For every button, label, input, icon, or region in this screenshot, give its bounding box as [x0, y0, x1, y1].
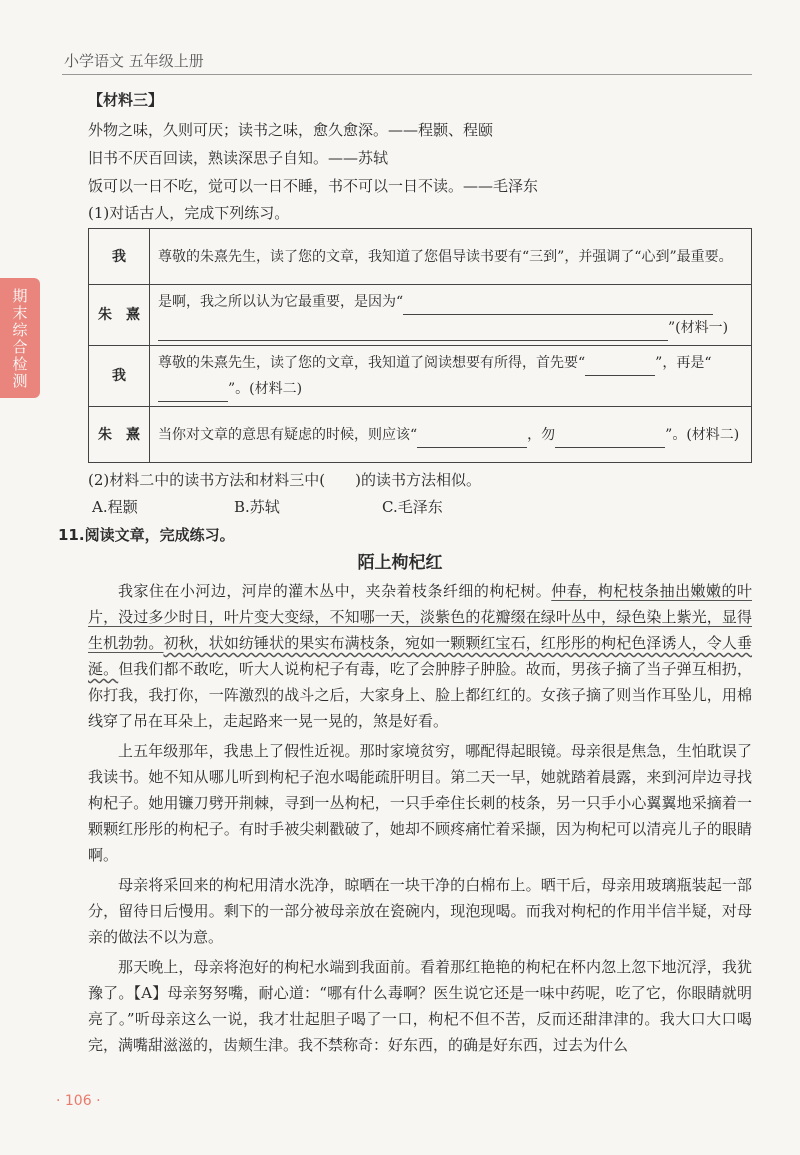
table-row: [89, 229, 752, 285]
side-tab-char: 末: [12, 304, 28, 322]
sentence: 但我们都不敢吃，听大人说枸杞子有毒，吃了会肿脖子肿脸。故而，男孩子摘了当子弹互相扔，你打我，我打你，一阵激烈的战斗之后，大家身上、脸上都红红的。女孩子摘了则当作耳坠儿，用棉线穿了吊在耳朵上，走起路来一晃一晃的，煞是好看。: [88, 660, 752, 730]
question-1: (1)对话古人，完成下列练习。: [88, 204, 290, 222]
speaker-cell: 朱 熹: [89, 407, 150, 463]
dialogue-text: ”。(材料二): [228, 381, 303, 397]
dialogue-text: ”。(材料二): [665, 426, 740, 443]
answer-blank[interactable]: [417, 429, 527, 448]
table-row: [89, 346, 752, 407]
dialogue-cell: [150, 346, 752, 407]
dialogue-text: ”，再是“: [655, 355, 712, 371]
answer-blank[interactable]: [555, 429, 665, 448]
side-tab-char: 测: [12, 372, 28, 390]
dialogue-cell: [150, 285, 752, 346]
material3-line: 饭可以一日不吃，觉可以一日不睡，书不可以一日不读。——毛泽东: [88, 177, 539, 195]
dialogue-text: 当你对文章的意思有疑虑的时候，则应该“: [158, 426, 418, 443]
material3-heading: 【材料三】: [88, 91, 164, 109]
underlined-sentence: 仲春，枸杞枝条抽出嫩嫩的叶片，没过多少时日，叶片变大变绿，不知哪一天，淡紫色的花瓣缀在绿叶丛中，绿色染上紫光，显得生机勃勃。: [88, 582, 752, 652]
sentence: 我家住在小河边，河岸的灌木丛中，夹杂着枝条纤细的枸杞树。: [118, 582, 552, 600]
speaker-cell: 朱 熹: [89, 285, 150, 346]
material3-line: 外物之味，久则可厌；读书之味，愈久愈深。——程颢、程颐: [88, 121, 494, 139]
wavy-underlined-sentence: 初秋，状如纺锤状的果实布满枝条，宛如一颗颗红宝石，红彤彤的枸杞色泽诱人，令人垂涎。: [88, 634, 752, 678]
table-row: [89, 285, 752, 346]
option-b[interactable]: B.苏轼: [234, 498, 280, 516]
side-tab-char: 综: [12, 321, 28, 339]
page-number: · 106 ·: [56, 1093, 101, 1109]
speaker-cell: 我: [89, 346, 150, 407]
article-body: [88, 578, 752, 1058]
dialogue-text: 是啊，我之所以认为它最重要，是因为“: [158, 294, 404, 310]
paragraph-4: 那天晚上，母亲将泡好的枸杞水端到我面前。看着那红艳艳的枸杞在杯内忽上忽下地沉浮，我犹豫了。【A】母亲努努嘴，耐心道：“哪有什么毒啊？医生说它还是一味中药呢，吃了它，你眼睛就明亮了。”听母亲这么一说，我才壮起胆子喝了一口，枸杞不但不苦，反而还甜津津的。我大口大口喝完，满嘴甜滋滋的，齿颊生津。我不禁称奇：好东西，的确是好东西，过去为什么: [88, 958, 752, 1054]
question-2: (2)材料二中的读书方法和材料三中( )的读书方法相似。: [88, 471, 481, 489]
answer-blank[interactable]: [585, 357, 655, 376]
material3-line: 旧书不厌百回读，熟读深思子自知。——苏轼: [88, 149, 389, 167]
side-tab-char: 期: [12, 287, 28, 305]
dialogue-cell: [150, 407, 752, 463]
speaker-cell: 我: [89, 229, 150, 285]
dialogue-table: [88, 228, 752, 463]
option-a[interactable]: A.程颢: [92, 498, 138, 516]
paragraph-2: 上五年级那年，我患上了假性近视。那时家境贫穷，哪配得起眼镜。母亲很是焦急，生怕耽误了我读书。她不知从哪儿听到枸杞子泡水喝能疏肝明目。第二天一早，她就踏着晨露，来到河岸边寻找枸杞子。她用镰刀劈开荆棘，寻到一丛枸杞，一只手牵住长刺的枝条，另一只手小心翼翼地采摘着一颗颗红彤彤的枸杞子。有时手被尖刺戳破了，她却不顾疼痛忙着采撷，因为枸杞可以清亮儿子的眼睛啊。: [88, 742, 752, 864]
paragraph-1: [88, 578, 752, 734]
dialogue-cell: [150, 229, 752, 285]
section-side-tab: [0, 278, 40, 398]
paragraph-3: 母亲将采回来的枸杞用清水洗净，晾晒在一块干净的白棉布上。晒干后，母亲用玻璃瓶装起一部分，留待日后慢用。剩下的一部分被母亲放在瓷碗内，现泡现喝。而我对枸杞的作用半信半疑，对母亲的做法不以为意。: [88, 876, 752, 946]
header-divider: [62, 74, 752, 75]
table-row: [89, 407, 752, 463]
side-tab-char: 合: [12, 338, 28, 356]
article-title: 陌上枸杞红: [357, 553, 443, 573]
dialogue-text: ”(材料一): [668, 320, 729, 336]
answer-blank[interactable]: [403, 296, 713, 315]
dialogue-text: 尊敬的朱熹先生，读了您的文章，我知道了阅读想要有所得，首先要“: [158, 355, 586, 371]
dialogue-text: 尊敬的朱熹先生，读了您的文章，我知道了您倡导读书要有“三到”，并强调了“心到”最重要。: [158, 248, 733, 265]
answer-blank[interactable]: [158, 383, 228, 402]
side-tab-char: 检: [12, 355, 28, 373]
question-11: 11.阅读文章，完成练习。: [58, 526, 235, 544]
dialogue-text: ，勿: [527, 426, 556, 443]
book-header: 小学语文 五年级上册: [64, 52, 204, 70]
option-c[interactable]: C.毛泽东: [382, 498, 443, 516]
answer-blank[interactable]: [158, 322, 668, 341]
